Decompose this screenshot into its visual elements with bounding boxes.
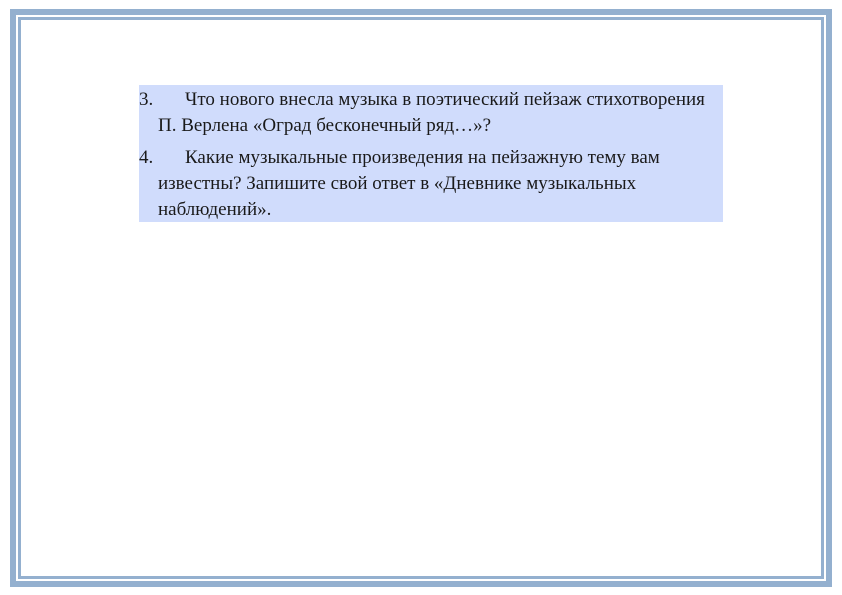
list-item-text: Какие музыкальные произведения на пейзажную тему вам известны? Запишите свой ответ в «Дневнике музыкальных наблюдений».	[158, 147, 660, 220]
list-item-question-3	[139, 87, 717, 139]
list-item-number: 4.	[139, 147, 154, 168]
list-item-question-4	[139, 145, 717, 223]
list-item-number: 3.	[139, 89, 154, 110]
questions-text-box	[139, 85, 723, 222]
list-item-text: Что нового внесла музыка в поэтический пейзаж стихотворения П. Верлена «Оград бесконечный ряд…»?	[158, 89, 705, 136]
